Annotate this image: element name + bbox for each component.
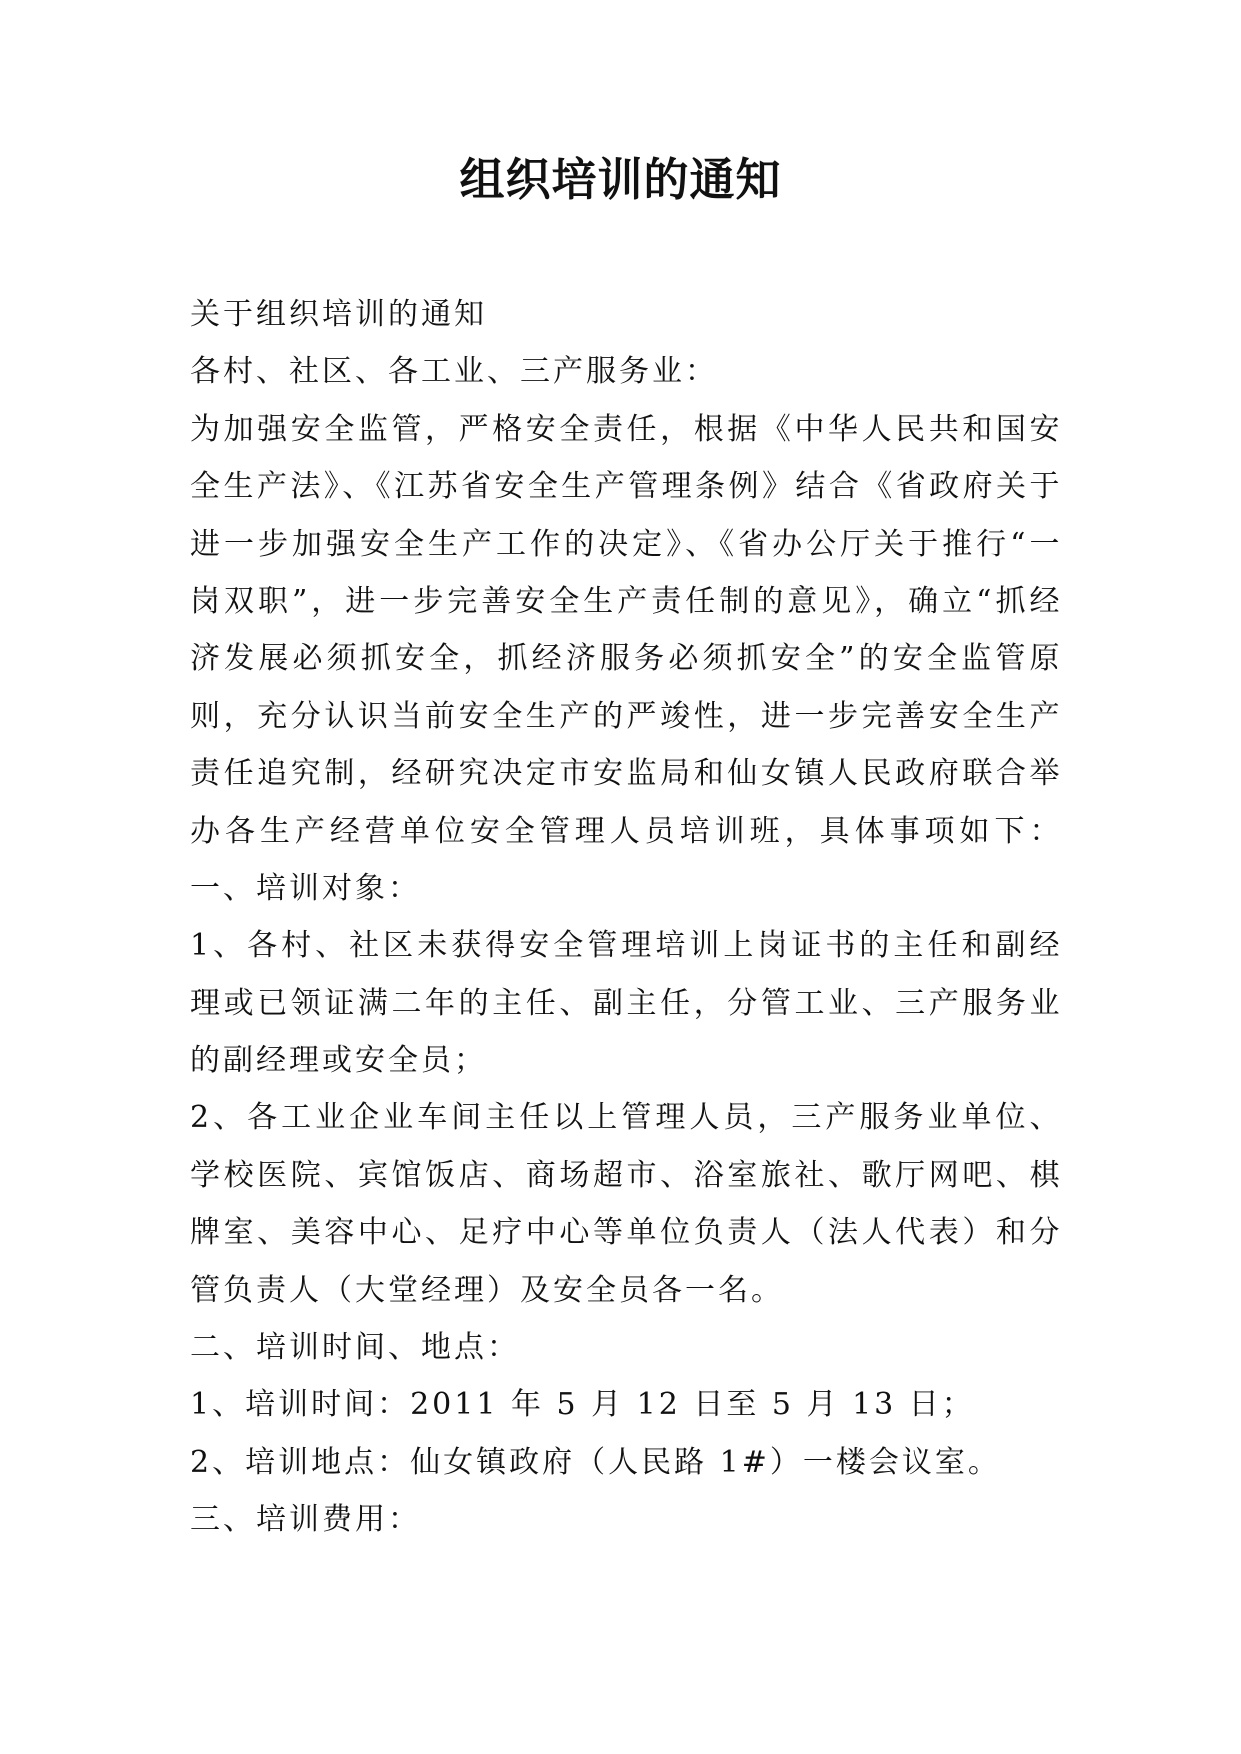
text-line: 各村、社区、各工业、三产服务业： <box>190 354 718 390</box>
text-line: 为加强安全监管，严格安全责任，根据《中华人民共和国安 <box>190 411 1060 447</box>
text-line: 2、各工业企业车间主任以上管理人员，三产服务业单位、 <box>190 1100 1060 1136</box>
text-line: 进一步加强安全生产工作的决定》、《省办公厅关于推行“一 <box>190 526 1060 562</box>
text-line: 责任追究制，经研究决定市安监局和仙女镇人民政府联合举 <box>190 756 1060 792</box>
text-line: 济发展必须抓安全，抓经济服务必须抓安全”的安全监管原 <box>190 641 1060 677</box>
section-heading: 一、培训对象： <box>190 870 421 906</box>
text-line: 关于组织培训的通知 <box>190 297 487 332</box>
text-line: 办各生产经营单位安全管理人员培训班，具体事项如下： <box>190 813 1060 849</box>
text-line: 2、培训地点：仙女镇政府（人民路 1#）一楼会议室。 <box>190 1444 1001 1480</box>
text-line: 1、培训时间：2011 年 5 月 12 日至 5 月 13 日； <box>190 1387 975 1423</box>
document-body <box>190 286 1060 1549</box>
text-line: 的副经理或安全员； <box>190 1043 487 1079</box>
text-line: 牌室、美容中心、足疗中心等单位负责人（法人代表）和分 <box>190 1215 1060 1251</box>
text-line: 岗双职”，进一步完善安全生产责任制的意见》，确立“抓经 <box>190 583 1060 619</box>
text-line: 理或已领证满二年的主任、副主任，分管工业、三产服务业 <box>190 985 1060 1021</box>
text-line: 管负责人（大堂经理）及安全员各一名。 <box>190 1272 784 1308</box>
text-line: 1、各村、社区未获得安全管理培训上岗证书的主任和副经 <box>190 928 1060 964</box>
text-line: 全生产法》、《江苏省安全生产管理条例》结合《省政府关于 <box>190 469 1060 505</box>
section-heading: 三、培训费用： <box>190 1502 421 1538</box>
text-line: 学校医院、宾馆饭店、商场超市、浴室旅社、歌厅网吧、棋 <box>190 1157 1060 1193</box>
document-title: 组织培训的通知 <box>459 153 782 206</box>
text-line: 则，充分认识当前安全生产的严竣性，进一步完善安全生产 <box>190 698 1060 734</box>
section-heading: 二、培训时间、地点： <box>190 1330 520 1366</box>
